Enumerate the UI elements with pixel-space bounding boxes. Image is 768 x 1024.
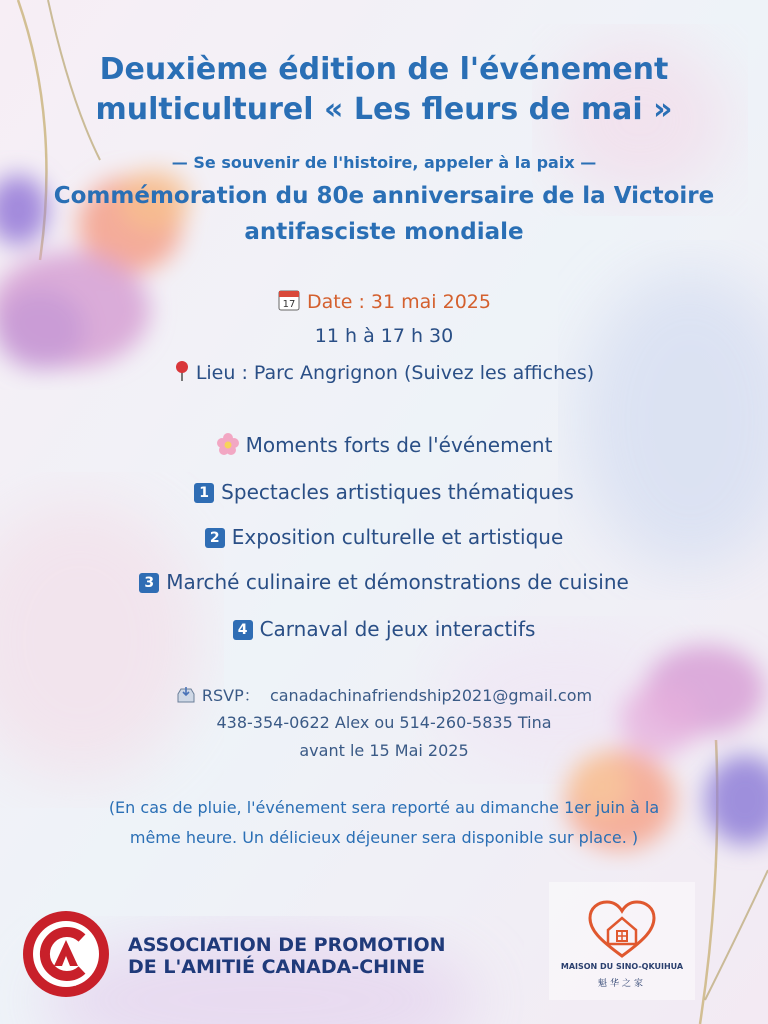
ccfpa-logo-text: CCFPA: [56, 981, 76, 988]
location-pin-icon: [174, 360, 190, 387]
partner-name: MAISON DU SINO-QKUIHUA: [560, 962, 684, 971]
highlight-item: [0, 480, 768, 504]
highlight-item-text: Spectacles artistiques thématiques: [221, 480, 574, 504]
keycap-3-icon: 3: [139, 573, 159, 593]
calendar-icon: [277, 288, 301, 317]
association-name-line-1: ASSOCIATION DE PROMOTION: [128, 934, 446, 956]
highlight-item-text: Exposition culturelle et artistique: [231, 525, 564, 549]
rain-note: [0, 793, 768, 853]
keycap-4-icon: 4: [233, 620, 253, 640]
inbox-tray-icon: [176, 686, 196, 708]
event-time: 11 h à 17 h 30: [314, 325, 454, 347]
highlight-item: [0, 525, 768, 549]
house-heart-icon: [586, 900, 658, 962]
event-title-line-2: multiculturel « Les fleurs de mai »: [95, 92, 673, 127]
keycap-2-icon: 2: [205, 528, 225, 548]
highlight-item-text: Marché culinaire et démonstrations de cuisine: [166, 570, 629, 594]
rain-note-line-1: (En cas de pluie, l'événement sera reporté au dimanche 1er juin à la: [108, 798, 660, 817]
association-name-line-2: DE L'AMITIÉ CANADA-CHINE: [128, 956, 426, 978]
event-location: [0, 360, 768, 387]
commemoration-line-2: antifasciste mondiale: [244, 219, 524, 245]
commemoration-heading: [0, 178, 768, 250]
event-date-text: Date : 31 mai 2025: [307, 291, 491, 313]
commemoration-line-1: Commémoration du 80e anniversaire de la Victoire: [53, 183, 715, 209]
event-subtitle: — Se souvenir de l'histoire, appeler à la paix —: [171, 153, 597, 172]
partner-name-chinese: 魁华之家: [597, 979, 646, 989]
highlight-item-text: Carnaval de jeux interactifs: [259, 617, 536, 641]
rsvp-label: RSVP：: [201, 686, 260, 705]
rsvp-phones: 438-354-0622 Alex ou 514-260-5835 Tina: [216, 713, 552, 732]
highlights-heading-text: Moments forts de l'événement: [245, 433, 553, 457]
event-title: [0, 50, 768, 130]
flower-icon: [216, 432, 240, 461]
keycap-1-icon: 1: [194, 483, 214, 503]
rsvp-deadline: avant le 15 Mai 2025: [299, 741, 469, 760]
svg-text:17: 17: [282, 299, 296, 310]
highlight-item: [0, 617, 768, 641]
rsvp-line: [0, 683, 768, 708]
ccfpa-logo: [22, 910, 110, 998]
association-name: [128, 934, 446, 978]
event-title-line-1: Deuxième édition de l'événement: [99, 52, 669, 87]
highlights-heading: [0, 432, 768, 461]
rsvp-email[interactable]: canadachinafriendship2021@gmail.com: [269, 686, 593, 705]
highlight-item: [0, 570, 768, 594]
event-location-text: Lieu : Parc Angrignon (Suivez les affiches): [195, 362, 595, 384]
rain-note-line-2: même heure. Un délicieux déjeuner sera disponible sur place. ): [129, 828, 639, 847]
event-date: [0, 288, 768, 317]
